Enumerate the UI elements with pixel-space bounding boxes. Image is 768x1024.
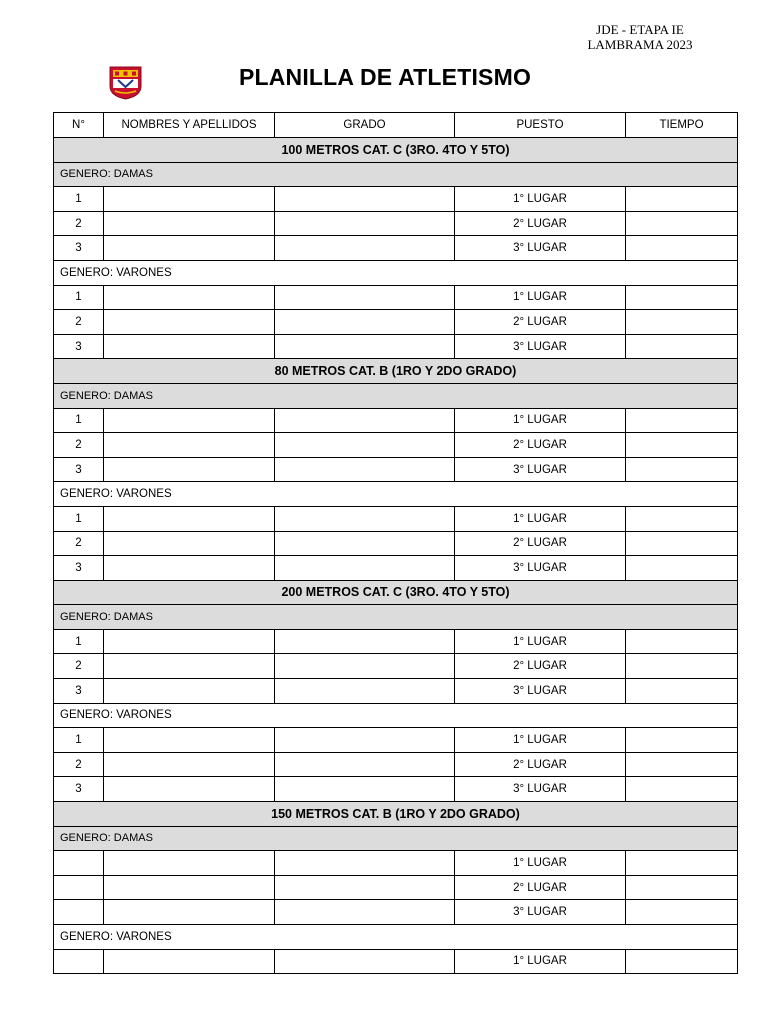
row-number[interactable] [54,900,104,925]
grade-cell[interactable] [275,285,455,310]
event-title-row [54,359,738,384]
table-row [54,457,738,482]
table-row [54,679,738,704]
row-number: 3 [54,556,104,581]
time-cell[interactable] [626,433,738,458]
page-title: PLANILLA DE ATLETISMO [238,64,532,90]
place-cell: 2° LUGAR [455,752,626,777]
time-cell[interactable] [626,900,738,925]
grade-cell[interactable] [275,334,455,359]
time-cell[interactable] [626,777,738,802]
row-number: 2 [54,310,104,335]
grade-cell[interactable] [275,629,455,654]
name-cell[interactable] [104,236,275,261]
time-cell[interactable] [626,679,738,704]
grade-cell[interactable] [275,875,455,900]
row-number: 2 [54,531,104,556]
table-row [54,629,738,654]
athletics-sheet-table [53,112,738,974]
row-number: 2 [54,211,104,236]
grade-cell[interactable] [275,236,455,261]
grade-cell[interactable] [275,728,455,753]
row-number[interactable] [54,875,104,900]
place-cell: 1° LUGAR [455,728,626,753]
grade-cell[interactable] [275,187,455,212]
table-row [54,506,738,531]
gender-label: GENERO: VARONES [54,925,738,950]
row-number: 3 [54,236,104,261]
name-cell[interactable] [104,433,275,458]
time-cell[interactable] [626,654,738,679]
table-row [54,728,738,753]
grade-cell[interactable] [275,556,455,581]
place-cell: 3° LUGAR [455,457,626,482]
column-header-time: TIEMPO [626,113,738,138]
event-title-row [54,138,738,163]
name-cell[interactable] [104,949,275,974]
table-row [54,236,738,261]
row-number: 2 [54,752,104,777]
row-number[interactable] [54,851,104,876]
grade-cell[interactable] [275,752,455,777]
gender-row-varones [54,482,738,507]
place-cell: 1° LUGAR [455,285,626,310]
name-cell[interactable] [104,679,275,704]
name-cell[interactable] [104,334,275,359]
event-title: 80 METROS CAT. B (1RO Y 2DO GRADO) [54,359,738,384]
name-cell[interactable] [104,728,275,753]
name-cell[interactable] [104,654,275,679]
header-line-2: LAMBRAMA 2023 [587,37,693,52]
place-cell: 2° LUGAR [455,310,626,335]
table-row [54,752,738,777]
name-cell[interactable] [104,752,275,777]
gender-label: GENERO: VARONES [54,482,738,507]
school-logo-icon [109,66,142,100]
gender-label: GENERO: DAMAS [54,826,738,851]
gender-label: GENERO: DAMAS [54,162,738,187]
table-row [54,187,738,212]
grade-cell[interactable] [275,457,455,482]
grade-cell[interactable] [275,949,455,974]
place-cell: 1° LUGAR [455,949,626,974]
time-cell[interactable] [626,187,738,212]
place-cell: 3° LUGAR [455,679,626,704]
time-cell[interactable] [626,531,738,556]
name-cell[interactable] [104,408,275,433]
header-info [560,22,720,52]
row-number: 3 [54,457,104,482]
table-row [54,654,738,679]
gender-label: GENERO: DAMAS [54,605,738,630]
row-number: 3 [54,334,104,359]
place-cell: 3° LUGAR [455,236,626,261]
grade-cell[interactable] [275,851,455,876]
time-cell[interactable] [626,334,738,359]
table-row [54,285,738,310]
name-cell[interactable] [104,531,275,556]
event-title-row [54,580,738,605]
row-number: 3 [54,777,104,802]
time-cell[interactable] [626,629,738,654]
table-row [54,851,738,876]
name-cell[interactable] [104,310,275,335]
gender-row-damas [54,162,738,187]
time-cell[interactable] [626,310,738,335]
table-row [54,211,738,236]
row-number: 1 [54,506,104,531]
name-cell[interactable] [104,629,275,654]
row-number: 3 [54,679,104,704]
row-number: 1 [54,408,104,433]
table-header-row [54,113,738,138]
gender-row-damas [54,605,738,630]
time-cell[interactable] [626,949,738,974]
grade-cell[interactable] [275,679,455,704]
gender-row-varones [54,703,738,728]
place-cell: 3° LUGAR [455,777,626,802]
grade-cell[interactable] [275,654,455,679]
place-cell: 3° LUGAR [455,900,626,925]
column-header-number: N° [54,113,104,138]
table-row [54,777,738,802]
name-cell[interactable] [104,875,275,900]
event-title: 150 METROS CAT. B (1RO Y 2DO GRADO) [54,802,738,827]
place-cell: 3° LUGAR [455,334,626,359]
row-number: 2 [54,433,104,458]
table-row [54,531,738,556]
table-row [54,556,738,581]
time-cell[interactable] [626,506,738,531]
event-title: 200 METROS CAT. C (3RO. 4TO Y 5TO) [54,580,738,605]
time-cell[interactable] [626,728,738,753]
grade-cell[interactable] [275,408,455,433]
place-cell: 2° LUGAR [455,433,626,458]
grade-cell[interactable] [275,777,455,802]
time-cell[interactable] [626,211,738,236]
place-cell: 1° LUGAR [455,187,626,212]
name-cell[interactable] [104,556,275,581]
gender-row-damas [54,826,738,851]
table-row [54,433,738,458]
grade-cell[interactable] [275,900,455,925]
time-cell[interactable] [626,285,738,310]
gender-label: GENERO: DAMAS [54,383,738,408]
table-row [54,949,738,974]
name-cell[interactable] [104,457,275,482]
place-cell: 2° LUGAR [455,531,626,556]
grade-cell[interactable] [275,310,455,335]
place-cell: 1° LUGAR [455,851,626,876]
event-title-row [54,802,738,827]
name-cell[interactable] [104,777,275,802]
name-cell[interactable] [104,851,275,876]
row-number: 1 [54,728,104,753]
time-cell[interactable] [626,851,738,876]
place-cell: 3° LUGAR [455,556,626,581]
table-row [54,408,738,433]
table-row [54,875,738,900]
name-cell[interactable] [104,285,275,310]
column-header-grade: GRADO [275,113,455,138]
table-row [54,310,738,335]
place-cell: 1° LUGAR [455,629,626,654]
gender-row-varones [54,925,738,950]
place-cell: 2° LUGAR [455,875,626,900]
table-row [54,900,738,925]
place-cell: 2° LUGAR [455,654,626,679]
column-header-names: NOMBRES Y APELLIDOS [104,113,275,138]
grade-cell[interactable] [275,531,455,556]
row-number: 2 [54,654,104,679]
grade-cell[interactable] [275,506,455,531]
row-number: 1 [54,629,104,654]
name-cell[interactable] [104,187,275,212]
name-cell[interactable] [104,211,275,236]
gender-label: GENERO: VARONES [54,703,738,728]
time-cell[interactable] [626,556,738,581]
name-cell[interactable] [104,900,275,925]
table-row [54,334,738,359]
place-cell: 2° LUGAR [455,211,626,236]
row-number: 1 [54,285,104,310]
time-cell[interactable] [626,875,738,900]
gender-row-varones [54,260,738,285]
name-cell[interactable] [104,506,275,531]
event-title: 100 METROS CAT. C (3RO. 4TO Y 5TO) [54,138,738,163]
time-cell[interactable] [626,236,738,261]
header-line-1: JDE - ETAPA IE [596,22,684,37]
place-cell: 1° LUGAR [455,408,626,433]
time-cell[interactable] [626,408,738,433]
column-header-place: PUESTO [455,113,626,138]
place-cell: 1° LUGAR [455,506,626,531]
time-cell[interactable] [626,752,738,777]
grade-cell[interactable] [275,211,455,236]
gender-row-damas [54,383,738,408]
row-number: 1 [54,187,104,212]
grade-cell[interactable] [275,433,455,458]
gender-label: GENERO: VARONES [54,260,738,285]
row-number[interactable] [54,949,104,974]
time-cell[interactable] [626,457,738,482]
